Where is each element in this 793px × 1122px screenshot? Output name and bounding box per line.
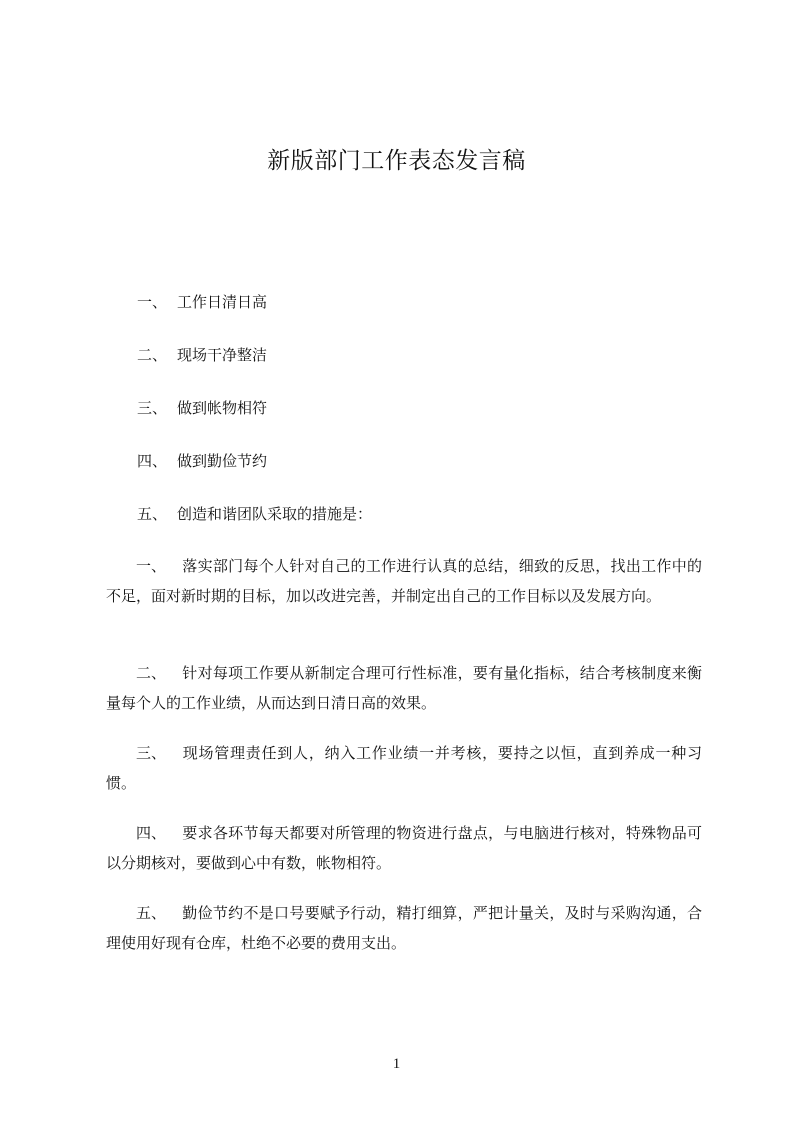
measure-number: 一、 [136,557,167,575]
measure-paragraph [106,818,702,878]
measure-number: 四、 [136,824,167,842]
list-item-number: 四、 [137,452,168,470]
measure-paragraph [106,658,702,718]
measure-text: 现场管理责任到人，纳入工作业绩一并考核，要持之以恒，直到养成一种习惯。 [106,744,702,792]
list-item-number: 二、 [137,346,168,364]
measure-text: 落实部门每个人针对自己的工作进行认真的总结，细致的反思，找出工作中的不足，面对新时期的目标，加以改进完善，并制定出自己的工作目标以及发展方向。 [106,557,702,605]
measure-number: 三、 [136,744,167,762]
list-item-number: 五、 [137,505,168,523]
list-item-text: 做到勤俭节约 [177,452,268,470]
measure-paragraph [106,551,702,611]
measure-paragraph [106,738,702,798]
measure-text: 针对每项工作要从新制定合理可行性标准，要有量化指标，结合考核制度来衡量每个人的工作业绩，从而达到日清日高的效果。 [106,664,702,712]
document-title: 新版部门工作表态发言稿 [267,148,526,174]
list-item-number: 一、 [137,293,168,311]
measure-text: 要求各环节每天都要对所管理的物资进行盘点，与电脑进行核对，特殊物品可以分期核对，要做到心中有数，帐物相符。 [106,824,702,872]
measure-text: 勤俭节约不是口号要赋予行动，精打细算，严把计量关，及时与采购沟通，合理使用好现有仓库，杜绝不必要的费用支出。 [106,904,702,952]
list-item [137,346,267,364]
list-item-text: 做到帐物相符 [177,399,268,417]
list-item [137,505,372,523]
list-item [137,293,267,311]
measure-paragraph [106,898,702,958]
list-item [137,452,267,470]
measure-number: 二、 [136,664,167,682]
list-item-number: 三、 [137,399,168,417]
measure-number: 五、 [136,904,167,922]
list-item-text: 工作日清日高 [177,293,268,311]
list-item-text: 现场干净整洁 [177,346,268,364]
page-number: 1 [392,1056,401,1072]
list-item [137,399,267,417]
list-item-text: 创造和谐团队采取的措施是： [177,505,373,523]
